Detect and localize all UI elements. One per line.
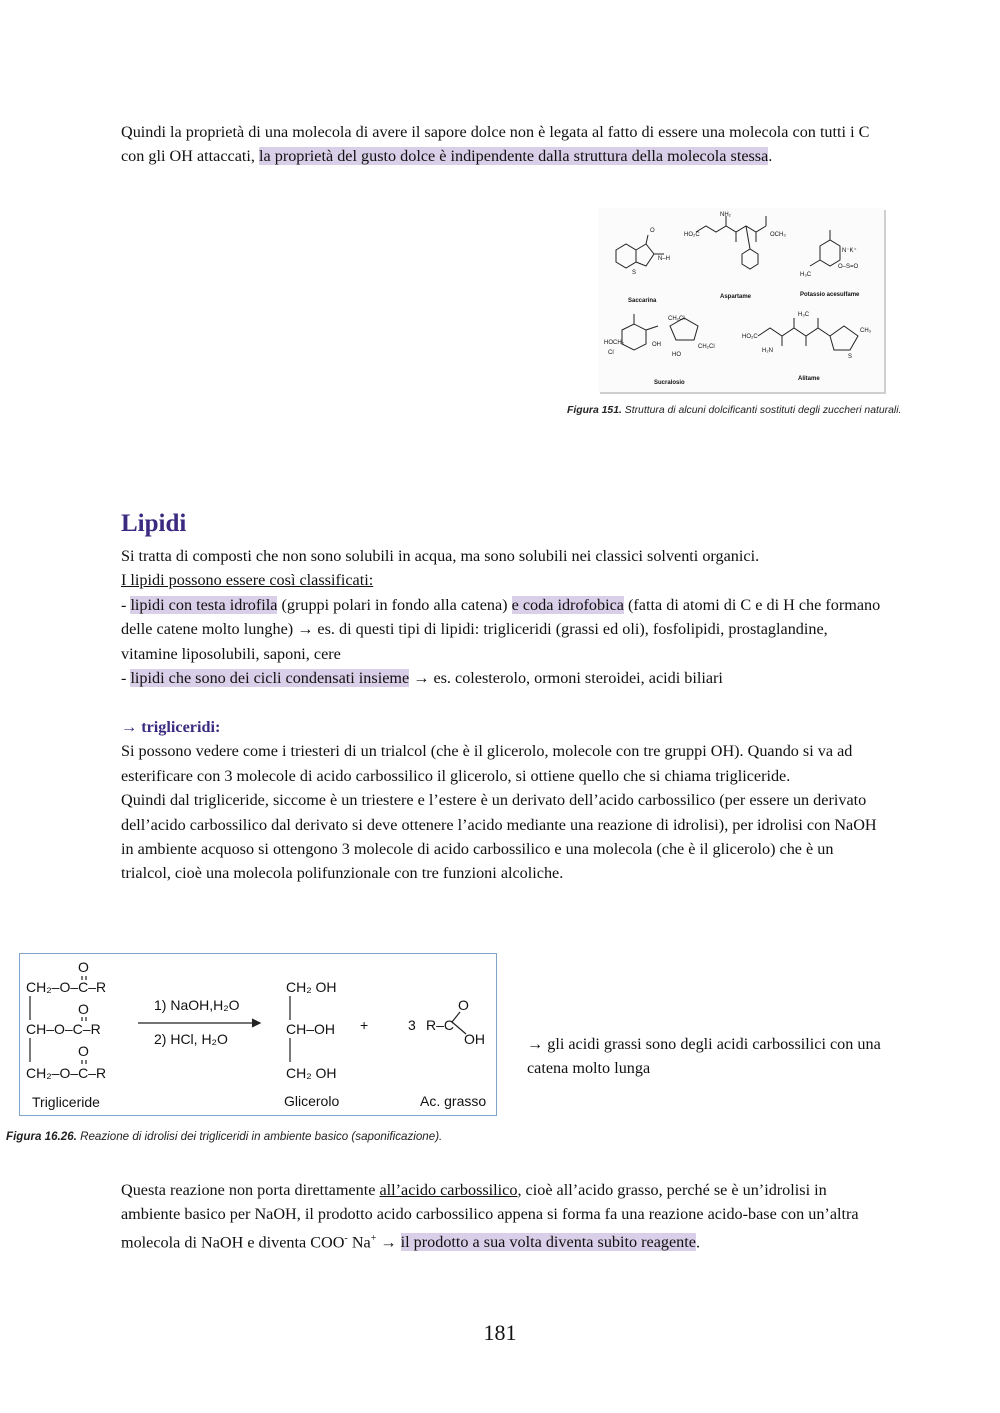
trigliceridi-para1: Si possono vedere come i triesteri di un trialcol (che è il glicerolo, molecole con tre gruppi OH). Quando si va ad esterificare con 3 molecole di acido carbossilico il glicerolo, si ottiene quello che si chiama trigliceride. [121,742,853,785]
svg-text:CH₂ OH: CH₂ OH [286,979,337,995]
label-sucralosio: Sucralosio [654,380,685,386]
svg-text:O: O [78,1001,89,1017]
svg-text:NH₂: NH₂ [720,212,731,218]
label-trigliceride: Trigliceride [32,1094,100,1110]
intro-text: Quindi la proprietà di una molecola di avere il sapore dolce non è legata al fatto di essere una molecola con tutti i C con gli OH attaccati, [121,123,870,166]
intro-paragraph [121,120,881,169]
svg-text:HO₂C: HO₂C [684,232,700,238]
svg-text:CH–O–C–R: CH–O–C–R [26,1021,101,1037]
lipidi-intro: Si tratta di composti che non sono solubili in acqua, ma sono solubili nei classici solventi organici. [121,547,760,565]
label-acesulfame: Potassio acesulfame [800,292,860,298]
saponification-figure [19,953,497,1116]
lipidi-classification: I lipidi possono essere così classificati: [121,571,374,590]
svg-text:Cl: Cl [608,350,614,356]
label-aspartame: Aspartame [720,294,752,300]
label-glicerolo: Glicerolo [284,1093,340,1109]
intro-end: . [768,147,773,166]
reagent-step-2: 2) HCl, H₂O [154,1031,228,1047]
svg-text:N⁻K⁺: N⁻K⁺ [842,248,857,254]
svg-text:OH: OH [464,1031,485,1047]
svg-text:CH₂–O–C–R: CH₂–O–C–R [26,1065,107,1081]
section-title-lipidi: Lipidi [121,510,187,537]
lipidi-bullet-1: - lipidi con testa idrofila (gruppi polari in fondo alla catena) e coda idrofobica (fatta di atomi di C e di H che formano delle catene molto lunghe) → es. di questi tipi di lipidi: trigliceridi (grassi ed oli), fosfolipidi, prostaglandine, vitamine liposolubili, saponi, cere [121,595,881,663]
svg-text:N–H: N–H [658,256,671,262]
svg-text:CH₂–O–C–R: CH₂–O–C–R [26,979,107,995]
reagent-step-1: 1) NaOH,H₂O [154,997,240,1013]
svg-text:S: S [848,354,853,360]
svg-text:O: O [78,1043,89,1059]
svg-text:O–S=O: O–S=O [838,264,859,270]
figure16-26-caption: Figura 16.26. Reazione di idrolisi dei trigliceridi in ambiente basico (saponificazione). [6,1130,443,1143]
trigliceridi-heading: → trigliceridi: [121,718,221,736]
coefficient-3: 3 [408,1017,416,1033]
trigliceridi-section [121,715,881,886]
svg-text:H₂N: H₂N [762,348,773,354]
svg-text:CH₂Cl: CH₂Cl [668,316,685,322]
saponification-scheme [20,954,496,1115]
trigliceridi-para2: Quindi dal trigliceride, siccome è un triestere e l’estere è un derivato dell’acido carbossilico (per essere un derivato dell’acido carbossilico dal derivato si deve ottenere l’acido mediante una reazione di idrolisi), per idrolisi con NaOH in ambiente acquoso si ottengono 3 molecole di acido carbossilico e una molecola (che è il glicerolo) che è un trialcol, cioè una molecola polifunzionale con tre funzioni alcoliche. [121,791,877,883]
svg-text:S: S [632,270,637,276]
label-acido-grasso: Ac. grasso [420,1093,487,1109]
svg-text:R–C: R–C [426,1017,455,1033]
fatty-acid-note: → gli acidi grassi sono degli acidi carbossilici con una catena molto lunga [527,1035,881,1078]
svg-text:CH₂Cl: CH₂Cl [698,344,715,350]
lipidi-paragraph [121,544,881,690]
svg-text:O: O [650,228,655,234]
figure151-caption: Figura 151. Struttura di alcuni dolcificanti sostituti degli zuccheri naturali. [567,405,902,416]
svg-text:O: O [78,959,89,975]
svg-text:O: O [458,997,469,1013]
underlined-term: all’acido carbossilico [379,1181,518,1199]
reazione-highlight: il prodotto a sua volta diventa subito reagente [400,1233,696,1252]
label-saccarina: Saccarina [628,298,657,304]
svg-text:H₃C: H₃C [798,312,810,318]
reazione-paragraph: Questa reazione non porta direttamente all’acido carbossilico, cioè all’acido grasso, perché se è un’idrolisi in ambiente basico per NaOH, il prodotto acido carbossilico appena si forma fa una reazione acido-base con un’altra molecola di NaOH e diventa COO- Na+ → il prodotto a sua volta diventa subito reagente. [121,1181,859,1252]
svg-text:CH–OH: CH–OH [286,1021,336,1037]
svg-text:H₃C: H₃C [800,272,812,278]
svg-text:OH: OH [652,342,661,348]
label-alitame: Alitame [798,376,820,382]
svg-text:HOCH₂: HOCH₂ [604,340,624,346]
intro-highlight: la proprietà del gusto dolce è indipendente dalla struttura della molecola stessa [259,147,769,166]
lipidi-bullet-2: - lipidi che sono dei cicli condensati insieme → es. colesterolo, ormoni steroidei, acidi biliari [121,669,723,688]
svg-text:CH₂ OH: CH₂ OH [286,1065,337,1081]
page-number: 181 [483,1320,517,1345]
plus-sign: + [360,1017,369,1033]
svg-text:HO: HO [672,352,681,358]
sweeteners-figure [598,208,884,392]
svg-text:OCH₃: OCH₃ [770,232,786,238]
svg-text:CH₃: CH₃ [860,328,872,334]
svg-text:HO₂C: HO₂C [742,334,758,340]
sweeteners-structures [598,208,884,392]
